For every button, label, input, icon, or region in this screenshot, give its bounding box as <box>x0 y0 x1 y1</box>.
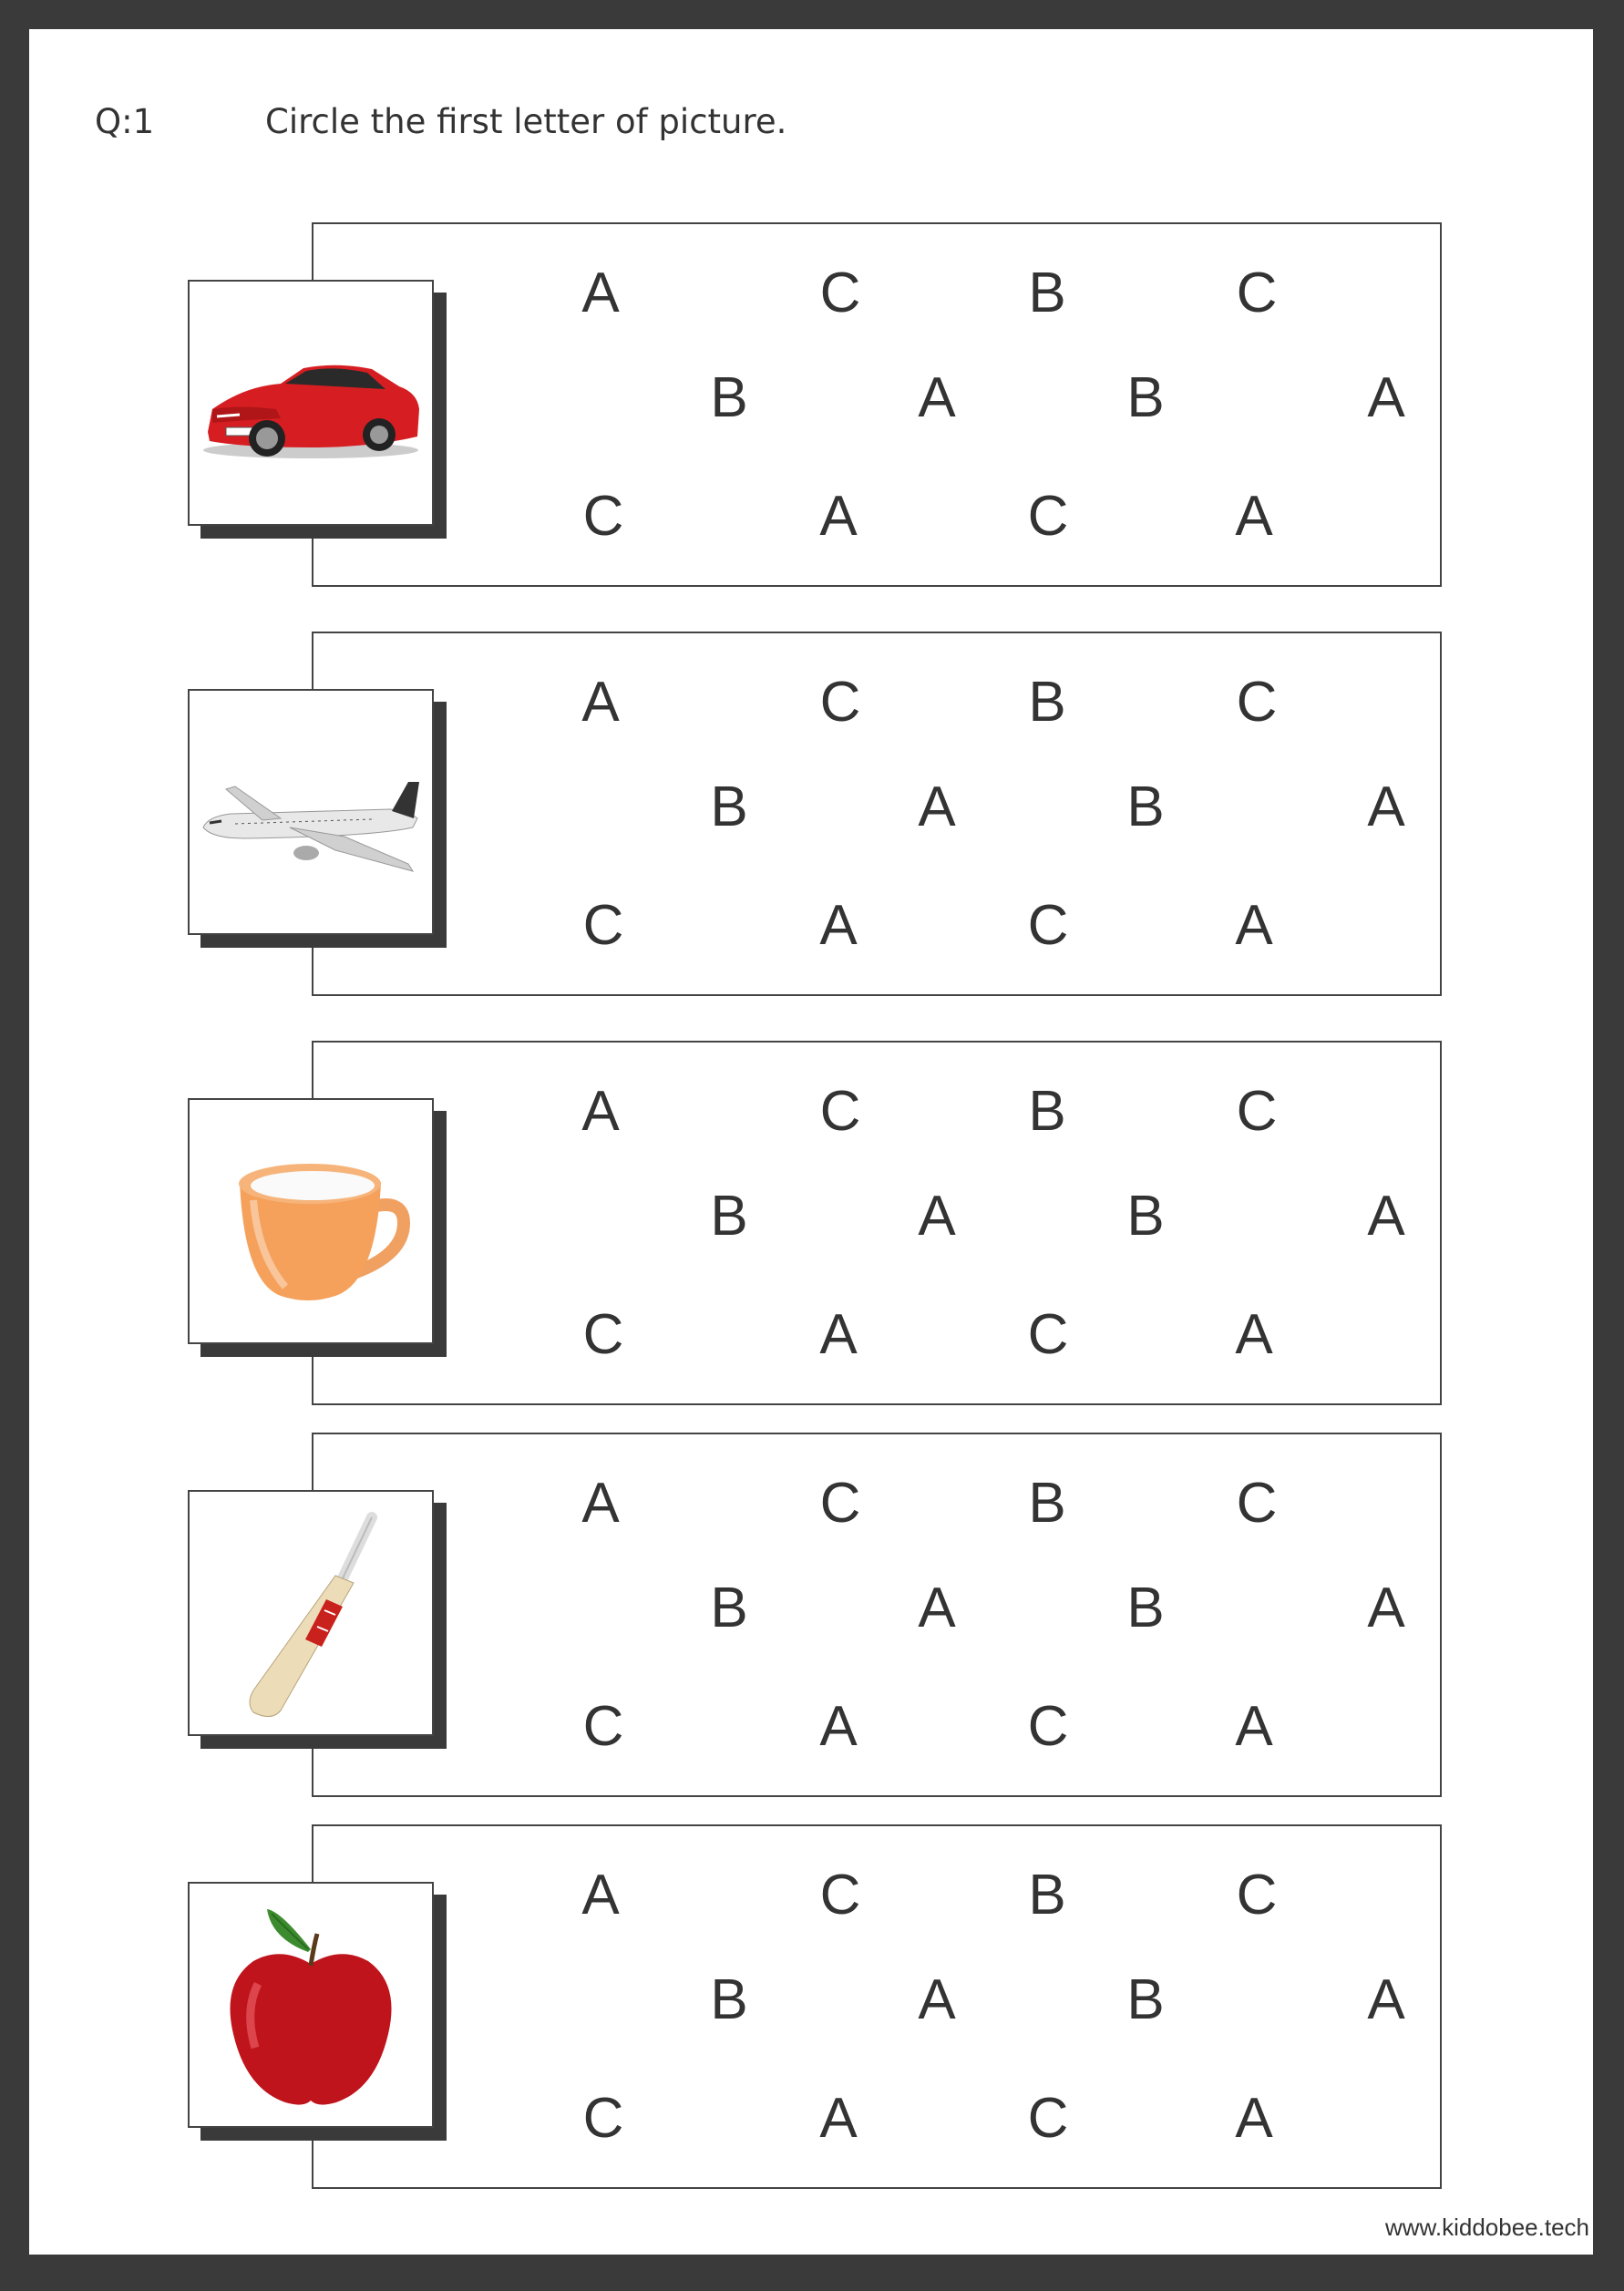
letter-option[interactable]: C <box>582 2087 624 2150</box>
letter-option[interactable]: A <box>1235 2087 1273 2150</box>
letter-option[interactable]: A <box>1235 894 1273 957</box>
letter-option[interactable]: A <box>1235 1695 1273 1758</box>
letter-option[interactable]: C <box>819 262 861 324</box>
letter-option[interactable]: B <box>1028 1472 1066 1535</box>
letter-option[interactable]: C <box>1236 262 1278 324</box>
picture-card <box>188 1490 434 1736</box>
picture-card <box>188 1098 434 1344</box>
letter-option[interactable]: C <box>1027 485 1069 548</box>
letter-option[interactable]: A <box>918 366 956 429</box>
exercise-row <box>29 1041 1593 1405</box>
letter-option[interactable]: A <box>581 1864 620 1926</box>
letter-option[interactable]: C <box>582 894 624 957</box>
letter-option[interactable]: A <box>819 894 858 957</box>
letter-option[interactable]: A <box>819 485 858 548</box>
letter-option[interactable]: B <box>710 1968 748 2031</box>
letter-option[interactable]: A <box>918 776 956 838</box>
letter-option[interactable]: A <box>581 671 620 734</box>
cricket-bat-icon <box>190 1492 432 1734</box>
letter-option[interactable]: A <box>819 2087 858 2150</box>
letter-option[interactable]: C <box>819 671 861 734</box>
letter-option[interactable]: C <box>1027 1303 1069 1366</box>
website-footer: www.kiddobee.tech <box>1384 2214 1589 2241</box>
apple-icon <box>190 1884 432 2126</box>
letter-option[interactable]: C <box>1027 2087 1069 2150</box>
picture-card <box>188 689 434 935</box>
letter-box <box>312 1824 1442 2189</box>
car-icon <box>190 282 432 524</box>
letter-option[interactable]: C <box>819 1080 861 1143</box>
letter-box <box>312 1433 1442 1797</box>
letter-option[interactable]: A <box>918 1968 956 2031</box>
cup-icon <box>190 1100 432 1342</box>
letter-option[interactable]: C <box>582 1303 624 1366</box>
exercise-row <box>29 1433 1593 1797</box>
letter-option[interactable]: A <box>581 1080 620 1143</box>
letter-option[interactable]: B <box>1028 262 1066 324</box>
letter-option[interactable]: B <box>710 1185 748 1248</box>
letter-option[interactable]: B <box>1126 366 1165 429</box>
letter-option[interactable]: B <box>1028 1080 1066 1143</box>
letter-option[interactable]: B <box>1126 1968 1165 2031</box>
letter-option[interactable]: C <box>1236 1080 1278 1143</box>
question-instruction: Circle the first letter of picture. <box>265 102 787 141</box>
letter-option[interactable]: B <box>710 1577 748 1639</box>
letter-option[interactable]: C <box>819 1472 861 1535</box>
letter-box <box>312 222 1442 587</box>
letter-option[interactable]: A <box>581 262 620 324</box>
letter-option[interactable]: C <box>582 485 624 548</box>
exercise-row <box>29 632 1593 996</box>
picture-card <box>188 1882 434 2128</box>
letter-option[interactable]: C <box>819 1864 861 1926</box>
letter-option[interactable]: A <box>1367 1577 1405 1639</box>
picture-card <box>188 280 434 526</box>
letter-option[interactable]: B <box>710 366 748 429</box>
letter-option[interactable]: A <box>819 1303 858 1366</box>
letter-option[interactable]: A <box>1367 1185 1405 1248</box>
letter-option[interactable]: A <box>1235 485 1273 548</box>
letter-option[interactable]: A <box>1367 1968 1405 2031</box>
letter-box <box>312 1041 1442 1405</box>
letter-option[interactable]: A <box>1367 776 1405 838</box>
letter-option[interactable]: A <box>1235 1303 1273 1366</box>
letter-option[interactable]: A <box>918 1185 956 1248</box>
letter-box <box>312 632 1442 996</box>
letter-option[interactable]: B <box>1028 671 1066 734</box>
letter-option[interactable]: C <box>1027 894 1069 957</box>
letter-option[interactable]: B <box>1126 1577 1165 1639</box>
letter-option[interactable]: C <box>1236 1864 1278 1926</box>
letter-option[interactable]: C <box>1236 671 1278 734</box>
airplane-icon <box>190 691 432 933</box>
letter-option[interactable]: C <box>582 1695 624 1758</box>
letter-option[interactable]: B <box>710 776 748 838</box>
worksheet-page <box>29 29 1593 2255</box>
letter-option[interactable]: C <box>1027 1695 1069 1758</box>
letter-option[interactable]: C <box>1236 1472 1278 1535</box>
letter-option[interactable]: A <box>918 1577 956 1639</box>
question-number: Q:1 <box>95 102 155 141</box>
letter-option[interactable]: B <box>1028 1864 1066 1926</box>
exercise-row <box>29 1824 1593 2189</box>
letter-option[interactable]: B <box>1126 1185 1165 1248</box>
letter-option[interactable]: A <box>1367 366 1405 429</box>
letter-option[interactable]: B <box>1126 776 1165 838</box>
letter-option[interactable]: A <box>819 1695 858 1758</box>
letter-option[interactable]: A <box>581 1472 620 1535</box>
exercise-row <box>29 222 1593 587</box>
